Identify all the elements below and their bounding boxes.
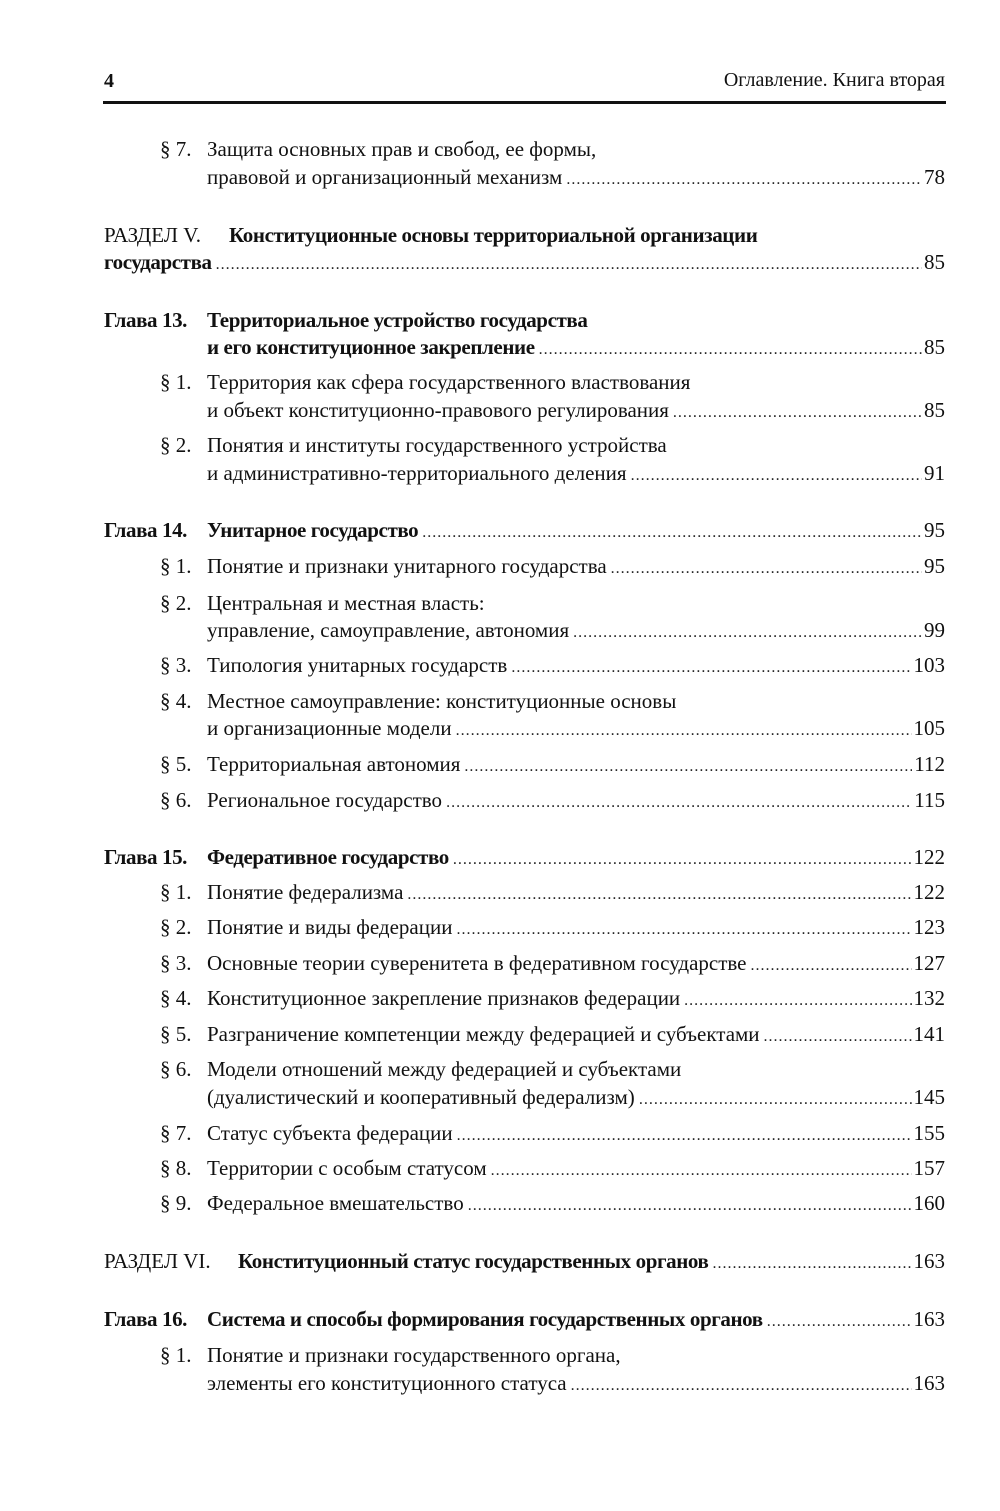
page-ref[interactable]: 78 xyxy=(924,165,945,189)
entry-title: Защита основных прав и свобод, ее формы, xyxy=(207,137,597,161)
dot-leader xyxy=(673,399,922,427)
entry-title: Местное самоуправление: конституционные основы xyxy=(207,689,677,713)
dot-leader xyxy=(511,654,911,682)
entry-label: § 5. xyxy=(160,1022,192,1046)
entry-label: § 2. xyxy=(160,591,192,615)
page-ref[interactable]: 127 xyxy=(913,951,945,975)
dot-leader xyxy=(491,1157,912,1185)
page-ref[interactable]: 163 xyxy=(913,1249,945,1273)
entry-title: элементы его конституционного статуса xyxy=(207,1371,567,1395)
entry-line xyxy=(207,1020,945,1048)
entry-title: государства xyxy=(104,250,212,274)
dot-leader xyxy=(456,916,911,944)
entry-line xyxy=(207,396,945,424)
dot-leader xyxy=(453,846,912,874)
entry-title: и административно-территориального деления xyxy=(207,461,627,485)
entry-label: § 2. xyxy=(160,433,192,457)
page-ref[interactable]: 163 xyxy=(913,1307,945,1331)
entry-label: § 4. xyxy=(160,986,192,1010)
entry-line xyxy=(207,984,945,1012)
page-ref[interactable]: 99 xyxy=(924,618,945,642)
entry-line xyxy=(207,949,945,977)
page-number: 4 xyxy=(104,70,114,92)
entry-title: и организационные модели xyxy=(207,716,452,740)
page-ref[interactable]: 123 xyxy=(913,915,945,939)
entry-label: § 5. xyxy=(160,752,192,776)
page-ref[interactable]: 141 xyxy=(913,1022,945,1046)
page-ref[interactable]: 155 xyxy=(913,1121,945,1145)
dot-leader xyxy=(712,1250,911,1278)
dot-leader xyxy=(468,1192,912,1220)
page-ref[interactable]: 157 xyxy=(913,1156,945,1180)
entry-title: Федеративное государство xyxy=(207,845,449,869)
entry-line xyxy=(207,1083,945,1111)
entry-line xyxy=(207,878,945,906)
dot-leader xyxy=(684,987,911,1015)
entry-title: Конституционный статус государственных органов xyxy=(238,1249,709,1273)
dot-leader xyxy=(539,336,922,364)
entry-label: § 3. xyxy=(160,951,192,975)
entry-line xyxy=(207,1119,945,1147)
entry-label: § 8. xyxy=(160,1156,192,1180)
entry-label: § 4. xyxy=(160,689,192,713)
page-ref[interactable]: 122 xyxy=(913,845,945,869)
entry-line xyxy=(207,333,945,361)
dot-leader xyxy=(464,753,912,781)
page-ref[interactable]: 145 xyxy=(913,1085,945,1109)
entry-label: Глава 13. xyxy=(104,308,188,332)
entry-line xyxy=(207,1154,945,1182)
entry-title: Конституционное закрепление признаков федерации xyxy=(207,986,681,1010)
entry-title: и объект конституционно-правового регулирования xyxy=(207,398,669,422)
entry-line xyxy=(104,248,945,276)
dot-leader xyxy=(751,952,912,980)
entry-title: Центральная и местная власть: xyxy=(207,591,485,615)
entry-line xyxy=(207,651,945,679)
entry-line xyxy=(207,1305,945,1333)
entry-title: Унитарное государство xyxy=(207,518,419,542)
entry-title: Система и способы формирования государственных органов xyxy=(207,1307,763,1331)
entry-line xyxy=(207,552,945,580)
entry-label: Глава 16. xyxy=(104,1307,188,1331)
page-ref[interactable]: 122 xyxy=(913,880,945,904)
entry-title: управление, самоуправление, автономия xyxy=(207,618,570,642)
dot-leader xyxy=(422,519,922,547)
entry-title: Региональное государство xyxy=(207,788,443,812)
entry-title: Понятия и институты государственного устройства xyxy=(207,433,667,457)
dot-leader xyxy=(456,717,912,745)
dot-leader xyxy=(767,1308,912,1336)
dot-leader xyxy=(446,789,912,817)
entry-label: РАЗДЕЛ VI. xyxy=(104,1249,211,1273)
entry-title: Типология унитарных государств xyxy=(207,653,508,677)
entry-label: § 6. xyxy=(160,1057,192,1081)
page-ref[interactable]: 85 xyxy=(924,398,945,422)
dot-leader xyxy=(764,1023,912,1051)
entry-label: РАЗДЕЛ V. xyxy=(104,223,201,247)
page-ref[interactable]: 160 xyxy=(913,1191,945,1215)
entry-line xyxy=(207,616,945,644)
entry-title: Понятие и признаки унитарного государства xyxy=(207,554,607,578)
page-ref[interactable]: 112 xyxy=(914,752,945,776)
dot-leader xyxy=(457,1122,912,1150)
entry-title: Разграничение компетенции между федерацией и субъектами xyxy=(207,1022,760,1046)
entry-line xyxy=(229,221,945,249)
dot-leader xyxy=(611,555,922,583)
entry-label: § 3. xyxy=(160,653,192,677)
page-ref[interactable]: 91 xyxy=(924,461,945,485)
entry-line xyxy=(207,589,945,617)
entry-label: § 1. xyxy=(160,1343,192,1367)
entry-title: Территориальное устройство государства xyxy=(207,308,588,332)
entry-title: правовой и организационный механизм xyxy=(207,165,563,189)
entry-title: (дуалистический и кооперативный федерализм) xyxy=(207,1085,635,1109)
page-ref[interactable]: 163 xyxy=(913,1371,945,1395)
entry-line xyxy=(207,1189,945,1217)
entry-label: § 2. xyxy=(160,915,192,939)
page-ref[interactable]: 85 xyxy=(924,335,945,359)
entry-title: Понятие федерализма xyxy=(207,880,404,904)
entry-line xyxy=(207,516,945,544)
page-ref[interactable]: 103 xyxy=(913,653,945,677)
dot-leader xyxy=(566,166,922,194)
page-ref[interactable]: 105 xyxy=(913,716,945,740)
entry-line xyxy=(207,786,945,814)
entry-line xyxy=(207,1369,945,1397)
entry-label: Глава 15. xyxy=(104,845,188,869)
entry-line xyxy=(207,714,945,742)
dot-leader xyxy=(631,462,922,490)
entry-line xyxy=(207,843,945,871)
entry-title: Понятие и признаки государственного органа, xyxy=(207,1343,621,1367)
entry-line xyxy=(238,1247,945,1275)
entry-title: Территории с особым статусом xyxy=(207,1156,487,1180)
entry-line xyxy=(207,431,945,459)
entry-line xyxy=(207,135,945,163)
entry-line xyxy=(207,163,945,191)
dot-leader xyxy=(407,881,911,909)
entry-line xyxy=(207,459,945,487)
entry-title: Статус субъекта федерации xyxy=(207,1121,453,1145)
entry-title: Территория как сфера государственного властвования xyxy=(207,370,691,394)
entry-line xyxy=(207,750,945,778)
entry-label: § 7. xyxy=(160,137,192,161)
entry-label: § 1. xyxy=(160,554,192,578)
entry-label: § 1. xyxy=(160,370,192,394)
entry-title: и его конституционное закрепление xyxy=(207,335,535,359)
entry-line xyxy=(207,1341,945,1369)
entry-label: § 9. xyxy=(160,1191,192,1215)
dot-leader xyxy=(216,251,922,279)
entry-title: Территориальная автономия xyxy=(207,752,461,776)
entry-label: § 1. xyxy=(160,880,192,904)
page-ref[interactable]: 95 xyxy=(924,554,945,578)
dot-leader xyxy=(571,1372,912,1400)
entry-label: § 6. xyxy=(160,788,192,812)
page-ref[interactable]: 115 xyxy=(914,788,945,812)
entry-title: Конституционные основы территориальной организации xyxy=(229,223,758,247)
entry-line xyxy=(207,368,945,396)
dot-leader xyxy=(639,1086,912,1114)
entry-line xyxy=(207,1055,945,1083)
page-ref[interactable]: 95 xyxy=(924,518,945,542)
page-ref[interactable]: 132 xyxy=(913,986,945,1010)
entry-label: § 7. xyxy=(160,1121,192,1145)
entry-label: Глава 14. xyxy=(104,518,188,542)
entry-title: Понятие и виды федерации xyxy=(207,915,453,939)
entry-line xyxy=(207,687,945,715)
running-title: Оглавление. Книга вторая xyxy=(723,69,945,91)
entry-line xyxy=(207,306,945,334)
entry-title: Основные теории суверенитета в федеративном государстве xyxy=(207,951,747,975)
dot-leader xyxy=(573,619,922,647)
entry-line xyxy=(207,913,945,941)
entry-title: Федеральное вмешательство xyxy=(207,1191,464,1215)
page-ref[interactable]: 85 xyxy=(924,250,945,274)
header-rule xyxy=(103,101,946,104)
entry-title: Модели отношений между федерацией и субъектами xyxy=(207,1057,682,1081)
